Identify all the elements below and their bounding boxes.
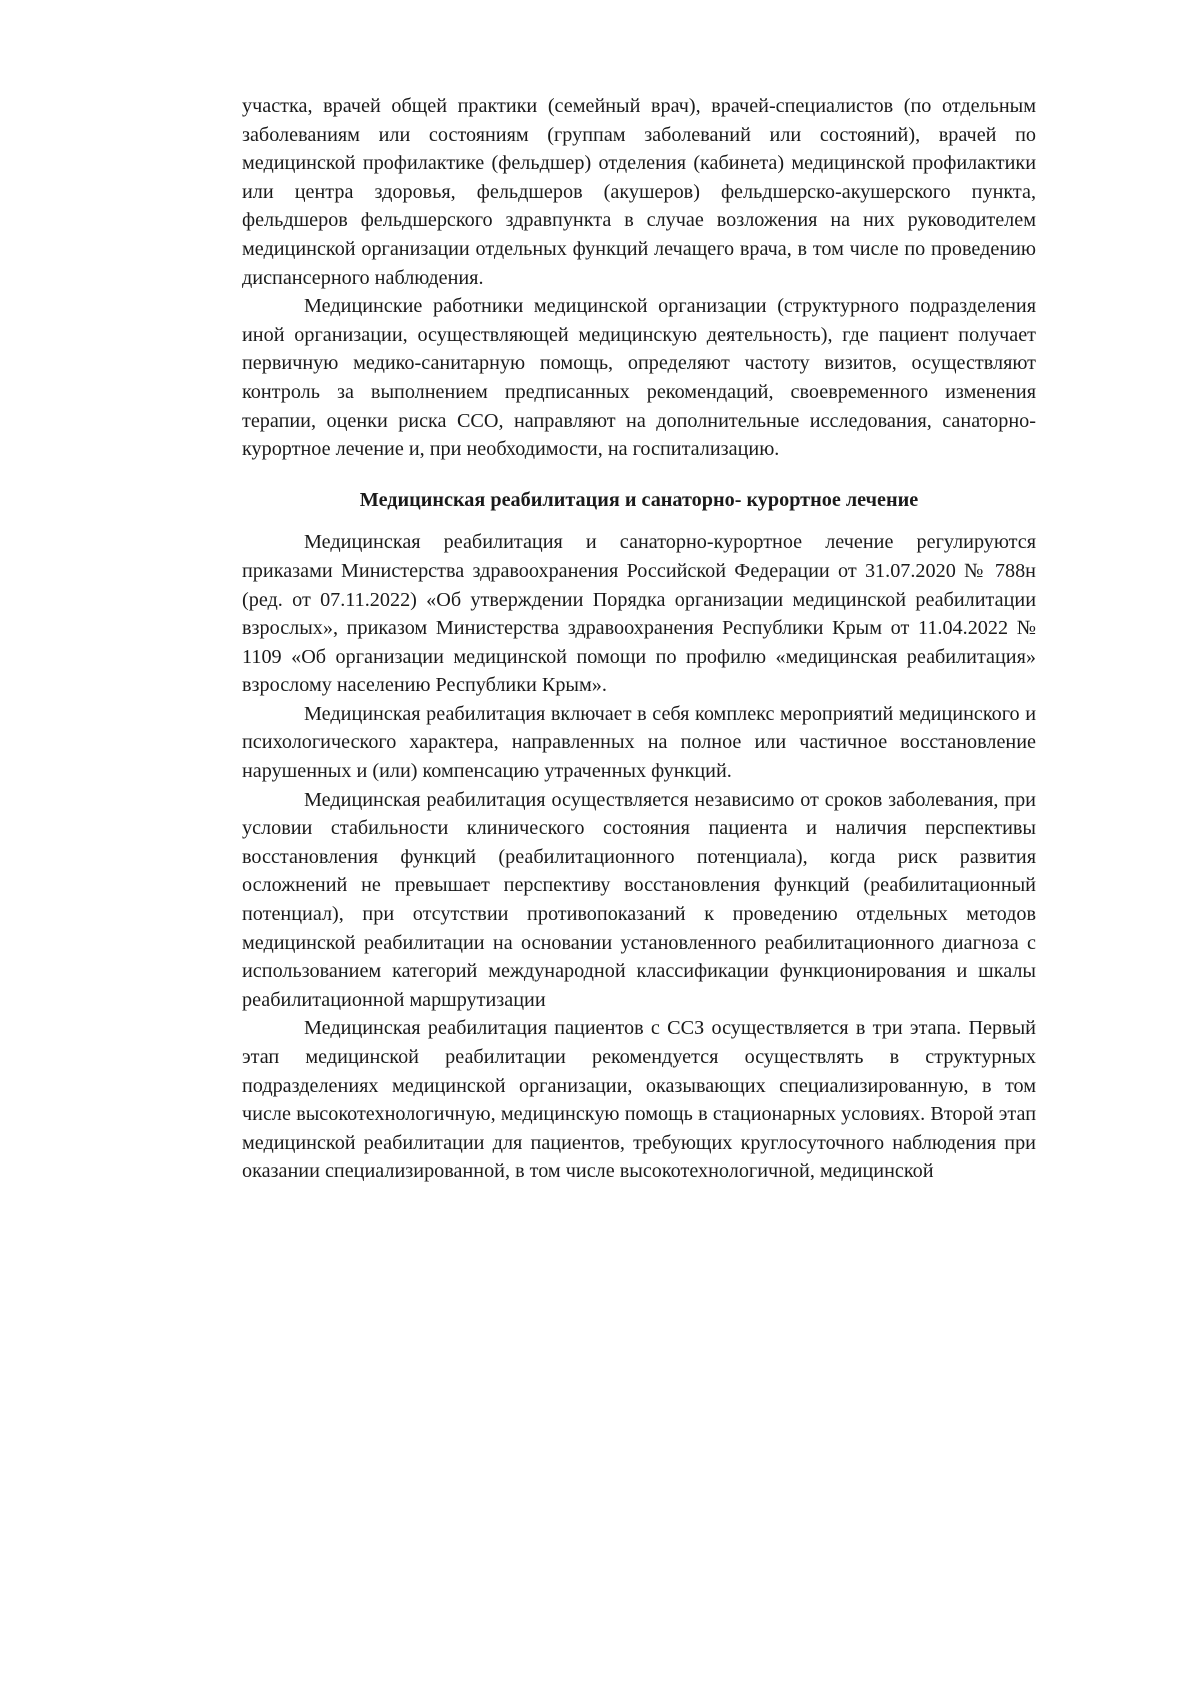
paragraph-rehab-stages: Медицинская реабилитация пациентов с ССЗ осуществляется в три этапа. Первый этап медицинской реабилитации рекомендуется осуществлять в структурных подразделениях медицинской организации, оказывающих специализированную, в том числе высокотехнологичную, медицинскую помощь в стационарных условиях. Второй этап медицинской реабилитации для пациентов, требующих круглосуточного наблюдения при оказании специализированной, в том числе высокотехнологичной, медицинской: [242, 1017, 1036, 1183]
section-heading: Медицинская реабилитация и санаторно- курортное лечение: [359, 488, 919, 511]
paragraph-regulations: Медицинская реабилитация и санаторно-курортное лечение регулируются приказами Министерства здравоохранения Российской Федерации от 31.07.2020 № 788н (ред. от 07.11.2022) «Об утверждении Порядка организации медицинской реабилитации взрослых», приказом Министерства здравоохранения Республики Крым от 11.04.2022 № 1109 «Об организации медицинской помощи по профилю «медицинская реабилитация» взрослому населению Республики Крым».: [242, 531, 1036, 697]
paragraph-rehab-conditions: Медицинская реабилитация осуществляется независимо от сроков заболевания, при условии стабильности клинического состояния пациента и наличия перспективы восстановления функций (реабилитационного потенциала), когда риск развития осложнений не превышает перспективу восстановления функций (реабилитационный потенциал), при отсутствии противопоказаний к проведению отдельных методов медицинской реабилитации на основании установленного реабилитационного диагноза с использованием категорий международной классификации функционирования и шкалы реабилитационной маршрутизации: [242, 788, 1036, 1011]
paragraph-primary-care: Медицинские работники медицинской организации (структурного подразделения иной организации, осуществляющей медицинскую деятельность), где пациент получает первичную медико-санитарную помощь, определяют частоту визитов, осуществляют контроль за выполнением предписанных рекомендаций, своевременного изменения терапии, оценки риска ССО, направляют на дополнительные исследования, санаторно-курортное лечение и, при необходимости, на госпитализацию.: [242, 295, 1036, 461]
intro-paragraph: участка, врачей общей практики (семейный врач), врачей-специалистов (по отдельным заболеваниям или состояниям (группам заболеваний или состояний), врачей по медицинской профилактике (фельдшер) отделения (кабинета) медицинской профилактики или центра здоровья, фельдшеров (акушеров) фельдшерско-акушерского пункта, фельдшеров фельдшерского здравпункта в случае возложения на них руководителем медицинской организации отдельных функций лечащего врача, в том числе по проведению диспансерного наблюдения.: [242, 95, 1036, 289]
paragraph-rehab-definition: Медицинская реабилитация включает в себя комплекс мероприятий медицинского и психологического характера, направленных на полное или частичное восстановление нарушенных и (или) компенсацию утраченных функций.: [242, 702, 1036, 783]
document-body: [242, 92, 1036, 1186]
